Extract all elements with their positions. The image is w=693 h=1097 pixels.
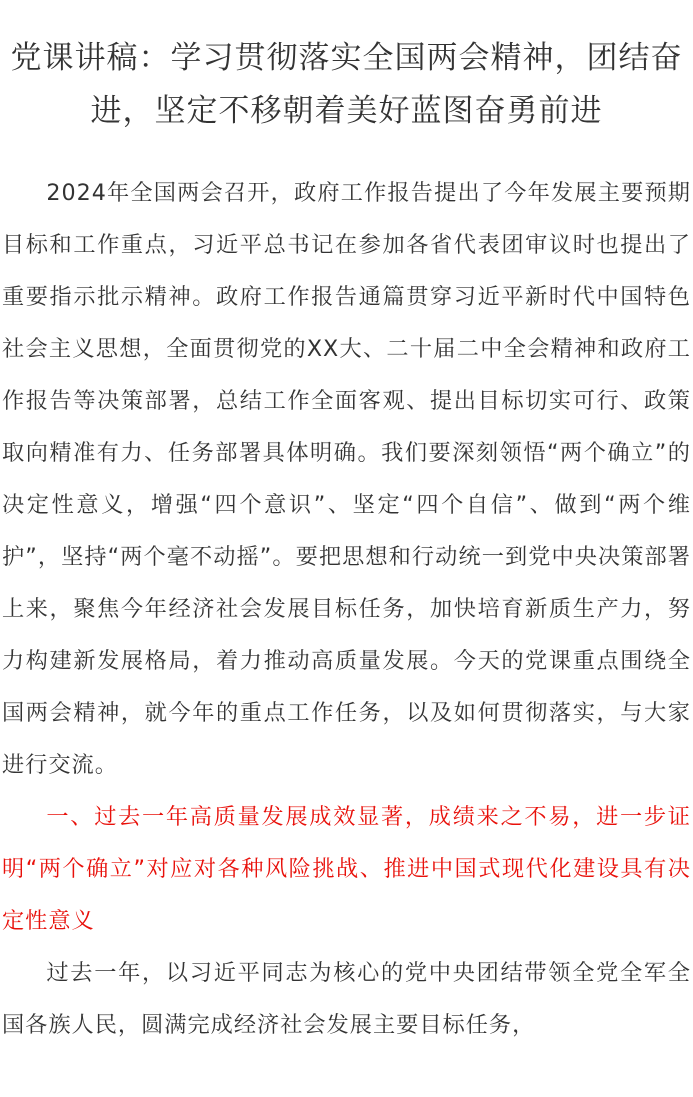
intro-paragraph: 2024年全国两会召开，政府工作报告提出了今年发展主要预期目标和工作重点，习近平总书记在参加各省代表团审议时也提出了重要指示批示精神。政府工作报告通篇贯穿习近平新时代中国特色社会主义思想，全面贯彻党的XX大、二十届二中全会精神和政府工作报告等决策部署，总结工作全面客观、提出目标切实可行、政策取向精准有力、任务部署具体明确。我们要深刻领悟“两个确立”的决定性意义，增强“四个意识”、坚定“四个自信”、做到“两个维护”，坚持“两个毫不动摇”。要把思想和行动统一到党中央决策部署上来，聚焦今年经济社会发展目标任务，加快培育新质生产力，努力构建新发展格局，着力推动高质量发展。今天的党课重点围绕全国两会精神，就今年的重点工作任务，以及如何贯彻落实，与大家进行交流。 — [2, 180, 691, 778]
article-title: 党课讲稿：学习贯彻落实全国两会精神，团结奋进，坚定不移朝着美好蓝图奋勇前进 — [10, 40, 683, 129]
section-heading: 一、过去一年高质量发展成效显著，成绩来之不易，进一步证明“两个确立”对应对各种风险挑战、推进中国式现代化建设具有决定性意义 — [2, 804, 691, 934]
body-paragraph: 过去一年，以习近平同志为核心的党中央团结带领全党全军全国各族人民，圆满完成经济社会发展主要目标任务， — [2, 960, 691, 1038]
